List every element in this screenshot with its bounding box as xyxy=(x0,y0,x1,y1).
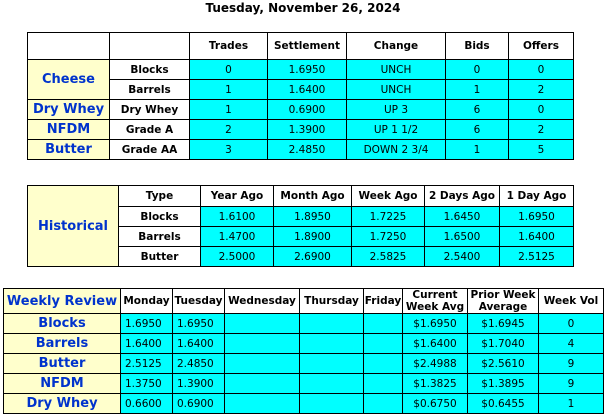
current-week-avg-cell: $1.6950 xyxy=(403,314,468,334)
value-cell: 1.6450 xyxy=(425,207,500,227)
trades-cell: 2 xyxy=(190,120,268,140)
weekly-review-table xyxy=(3,288,604,414)
product-label: Butter xyxy=(4,354,121,374)
product-label: Blocks xyxy=(4,314,121,334)
value-cell: 2.5125 xyxy=(500,247,574,267)
friday-cell xyxy=(364,394,403,414)
header-blank xyxy=(28,33,110,60)
value-cell: 1.7225 xyxy=(352,207,425,227)
offers-cell: 5 xyxy=(509,140,574,160)
thursday-cell xyxy=(300,334,364,354)
offers-cell: 2 xyxy=(509,80,574,100)
type-label: Barrels xyxy=(119,227,201,247)
trades-cell: 0 xyxy=(190,60,268,80)
bids-cell: 6 xyxy=(446,100,509,120)
prior-week-avg-cell: $0.6455 xyxy=(468,394,539,414)
wednesday-cell xyxy=(225,354,300,374)
settlement-cell: 1.6950 xyxy=(268,60,347,80)
offers-cell: 0 xyxy=(509,100,574,120)
column-header: Bids xyxy=(446,33,509,60)
prior-week-avg-cell: $1.6945 xyxy=(468,314,539,334)
monday-cell: 0.6600 xyxy=(121,394,173,414)
weekly-review-title: Weekly Review xyxy=(4,289,121,314)
column-header: Prior Week Average xyxy=(468,289,539,314)
value-cell: 1.4700 xyxy=(201,227,274,247)
value-cell: 1.7250 xyxy=(352,227,425,247)
friday-cell xyxy=(364,354,403,374)
value-cell: 1.6100 xyxy=(201,207,274,227)
column-header: Settlement xyxy=(268,33,347,60)
thursday-cell xyxy=(300,374,364,394)
column-header: Thursday xyxy=(300,289,364,314)
thursday-cell xyxy=(300,354,364,374)
current-week-avg-cell: $2.4988 xyxy=(403,354,468,374)
offers-cell: 2 xyxy=(509,120,574,140)
value-cell: 1.8900 xyxy=(274,227,352,247)
wednesday-cell xyxy=(225,394,300,414)
thursday-cell xyxy=(300,314,364,334)
change-cell: UP 1 1/2 xyxy=(347,120,446,140)
column-header: Friday xyxy=(364,289,403,314)
column-header: Change xyxy=(347,33,446,60)
column-header: Year Ago xyxy=(201,186,274,207)
value-cell: 1.6400 xyxy=(500,227,574,247)
value-cell: 1.6950 xyxy=(500,207,574,227)
column-header: Type xyxy=(119,186,201,207)
value-cell: 1.8950 xyxy=(274,207,352,227)
bids-cell: 6 xyxy=(446,120,509,140)
current-week-avg-cell: $1.6400 xyxy=(403,334,468,354)
settlement-cell: 2.4850 xyxy=(268,140,347,160)
week-vol-cell: 1 xyxy=(539,394,604,414)
friday-cell xyxy=(364,314,403,334)
product-label: NFDM xyxy=(4,374,121,394)
type-label: Butter xyxy=(119,247,201,267)
table-row xyxy=(4,394,604,414)
week-vol-cell: 4 xyxy=(539,334,604,354)
table-row xyxy=(28,140,574,160)
table-row xyxy=(4,314,604,334)
week-vol-cell: 9 xyxy=(539,354,604,374)
column-header: Tuesday xyxy=(173,289,225,314)
tuesday-cell: 1.3900 xyxy=(173,374,225,394)
monday-cell: 1.3750 xyxy=(121,374,173,394)
product-label: Dry Whey xyxy=(4,394,121,414)
page-title: Tuesday, November 26, 2024 xyxy=(205,1,401,15)
column-header: Wednesday xyxy=(225,289,300,314)
table-row xyxy=(28,120,574,140)
value-cell: 2.5400 xyxy=(425,247,500,267)
daily-trading-table xyxy=(27,32,574,160)
historical-table xyxy=(27,185,574,267)
value-cell: 2.5825 xyxy=(352,247,425,267)
bids-cell: 1 xyxy=(446,140,509,160)
friday-cell xyxy=(364,334,403,354)
monday-cell: 2.5125 xyxy=(121,354,173,374)
product-label: Barrels xyxy=(110,80,190,100)
prior-week-avg-cell: $1.3895 xyxy=(468,374,539,394)
column-header: Monday xyxy=(121,289,173,314)
prior-week-avg-cell: $2.5610 xyxy=(468,354,539,374)
trades-cell: 1 xyxy=(190,80,268,100)
tuesday-cell: 1.6950 xyxy=(173,314,225,334)
wednesday-cell xyxy=(225,334,300,354)
category-label: Butter xyxy=(28,140,110,160)
product-label: Grade A xyxy=(110,120,190,140)
column-header: 2 Days Ago xyxy=(425,186,500,207)
product-label: Barrels xyxy=(4,334,121,354)
tuesday-cell: 0.6900 xyxy=(173,394,225,414)
column-header: Week Vol xyxy=(539,289,604,314)
monday-cell: 1.6400 xyxy=(121,334,173,354)
change-cell: UP 3 xyxy=(347,100,446,120)
product-label: Blocks xyxy=(110,60,190,80)
tuesday-cell: 2.4850 xyxy=(173,354,225,374)
value-cell: 2.5000 xyxy=(201,247,274,267)
tuesday-cell: 1.6400 xyxy=(173,334,225,354)
historical-category-label: Historical xyxy=(28,186,119,267)
change-cell: UNCH xyxy=(347,80,446,100)
column-header: Month Ago xyxy=(274,186,352,207)
offers-cell: 0 xyxy=(509,60,574,80)
value-cell: 1.6500 xyxy=(425,227,500,247)
column-header: Offers xyxy=(509,33,574,60)
product-label: Dry Whey xyxy=(110,100,190,120)
table-row xyxy=(4,334,604,354)
week-vol-cell: 9 xyxy=(539,374,604,394)
table-row xyxy=(28,60,574,80)
change-cell: UNCH xyxy=(347,60,446,80)
current-week-avg-cell: $1.3825 xyxy=(403,374,468,394)
category-label: Dry Whey xyxy=(28,100,110,120)
value-cell: 2.6900 xyxy=(274,247,352,267)
bids-cell: 0 xyxy=(446,60,509,80)
category-label: Cheese xyxy=(28,60,110,100)
settlement-cell: 1.6400 xyxy=(268,80,347,100)
monday-cell: 1.6950 xyxy=(121,314,173,334)
friday-cell xyxy=(364,374,403,394)
thursday-cell xyxy=(300,394,364,414)
wednesday-cell xyxy=(225,374,300,394)
column-header: 1 Day Ago xyxy=(500,186,574,207)
bids-cell: 1 xyxy=(446,80,509,100)
table-row xyxy=(28,80,574,100)
category-label: NFDM xyxy=(28,120,110,140)
column-header: Trades xyxy=(190,33,268,60)
wednesday-cell xyxy=(225,314,300,334)
week-vol-cell: 0 xyxy=(539,314,604,334)
table-row xyxy=(4,354,604,374)
header-blank xyxy=(110,33,190,60)
change-cell: DOWN 2 3/4 xyxy=(347,140,446,160)
trades-cell: 1 xyxy=(190,100,268,120)
table-row xyxy=(28,100,574,120)
table-row xyxy=(4,374,604,394)
settlement-cell: 1.3900 xyxy=(268,120,347,140)
type-label: Blocks xyxy=(119,207,201,227)
column-header: Week Ago xyxy=(352,186,425,207)
column-header: Current Week Avg xyxy=(403,289,468,314)
prior-week-avg-cell: $1.7040 xyxy=(468,334,539,354)
trades-cell: 3 xyxy=(190,140,268,160)
settlement-cell: 0.6900 xyxy=(268,100,347,120)
current-week-avg-cell: $0.6750 xyxy=(403,394,468,414)
product-label: Grade AA xyxy=(110,140,190,160)
